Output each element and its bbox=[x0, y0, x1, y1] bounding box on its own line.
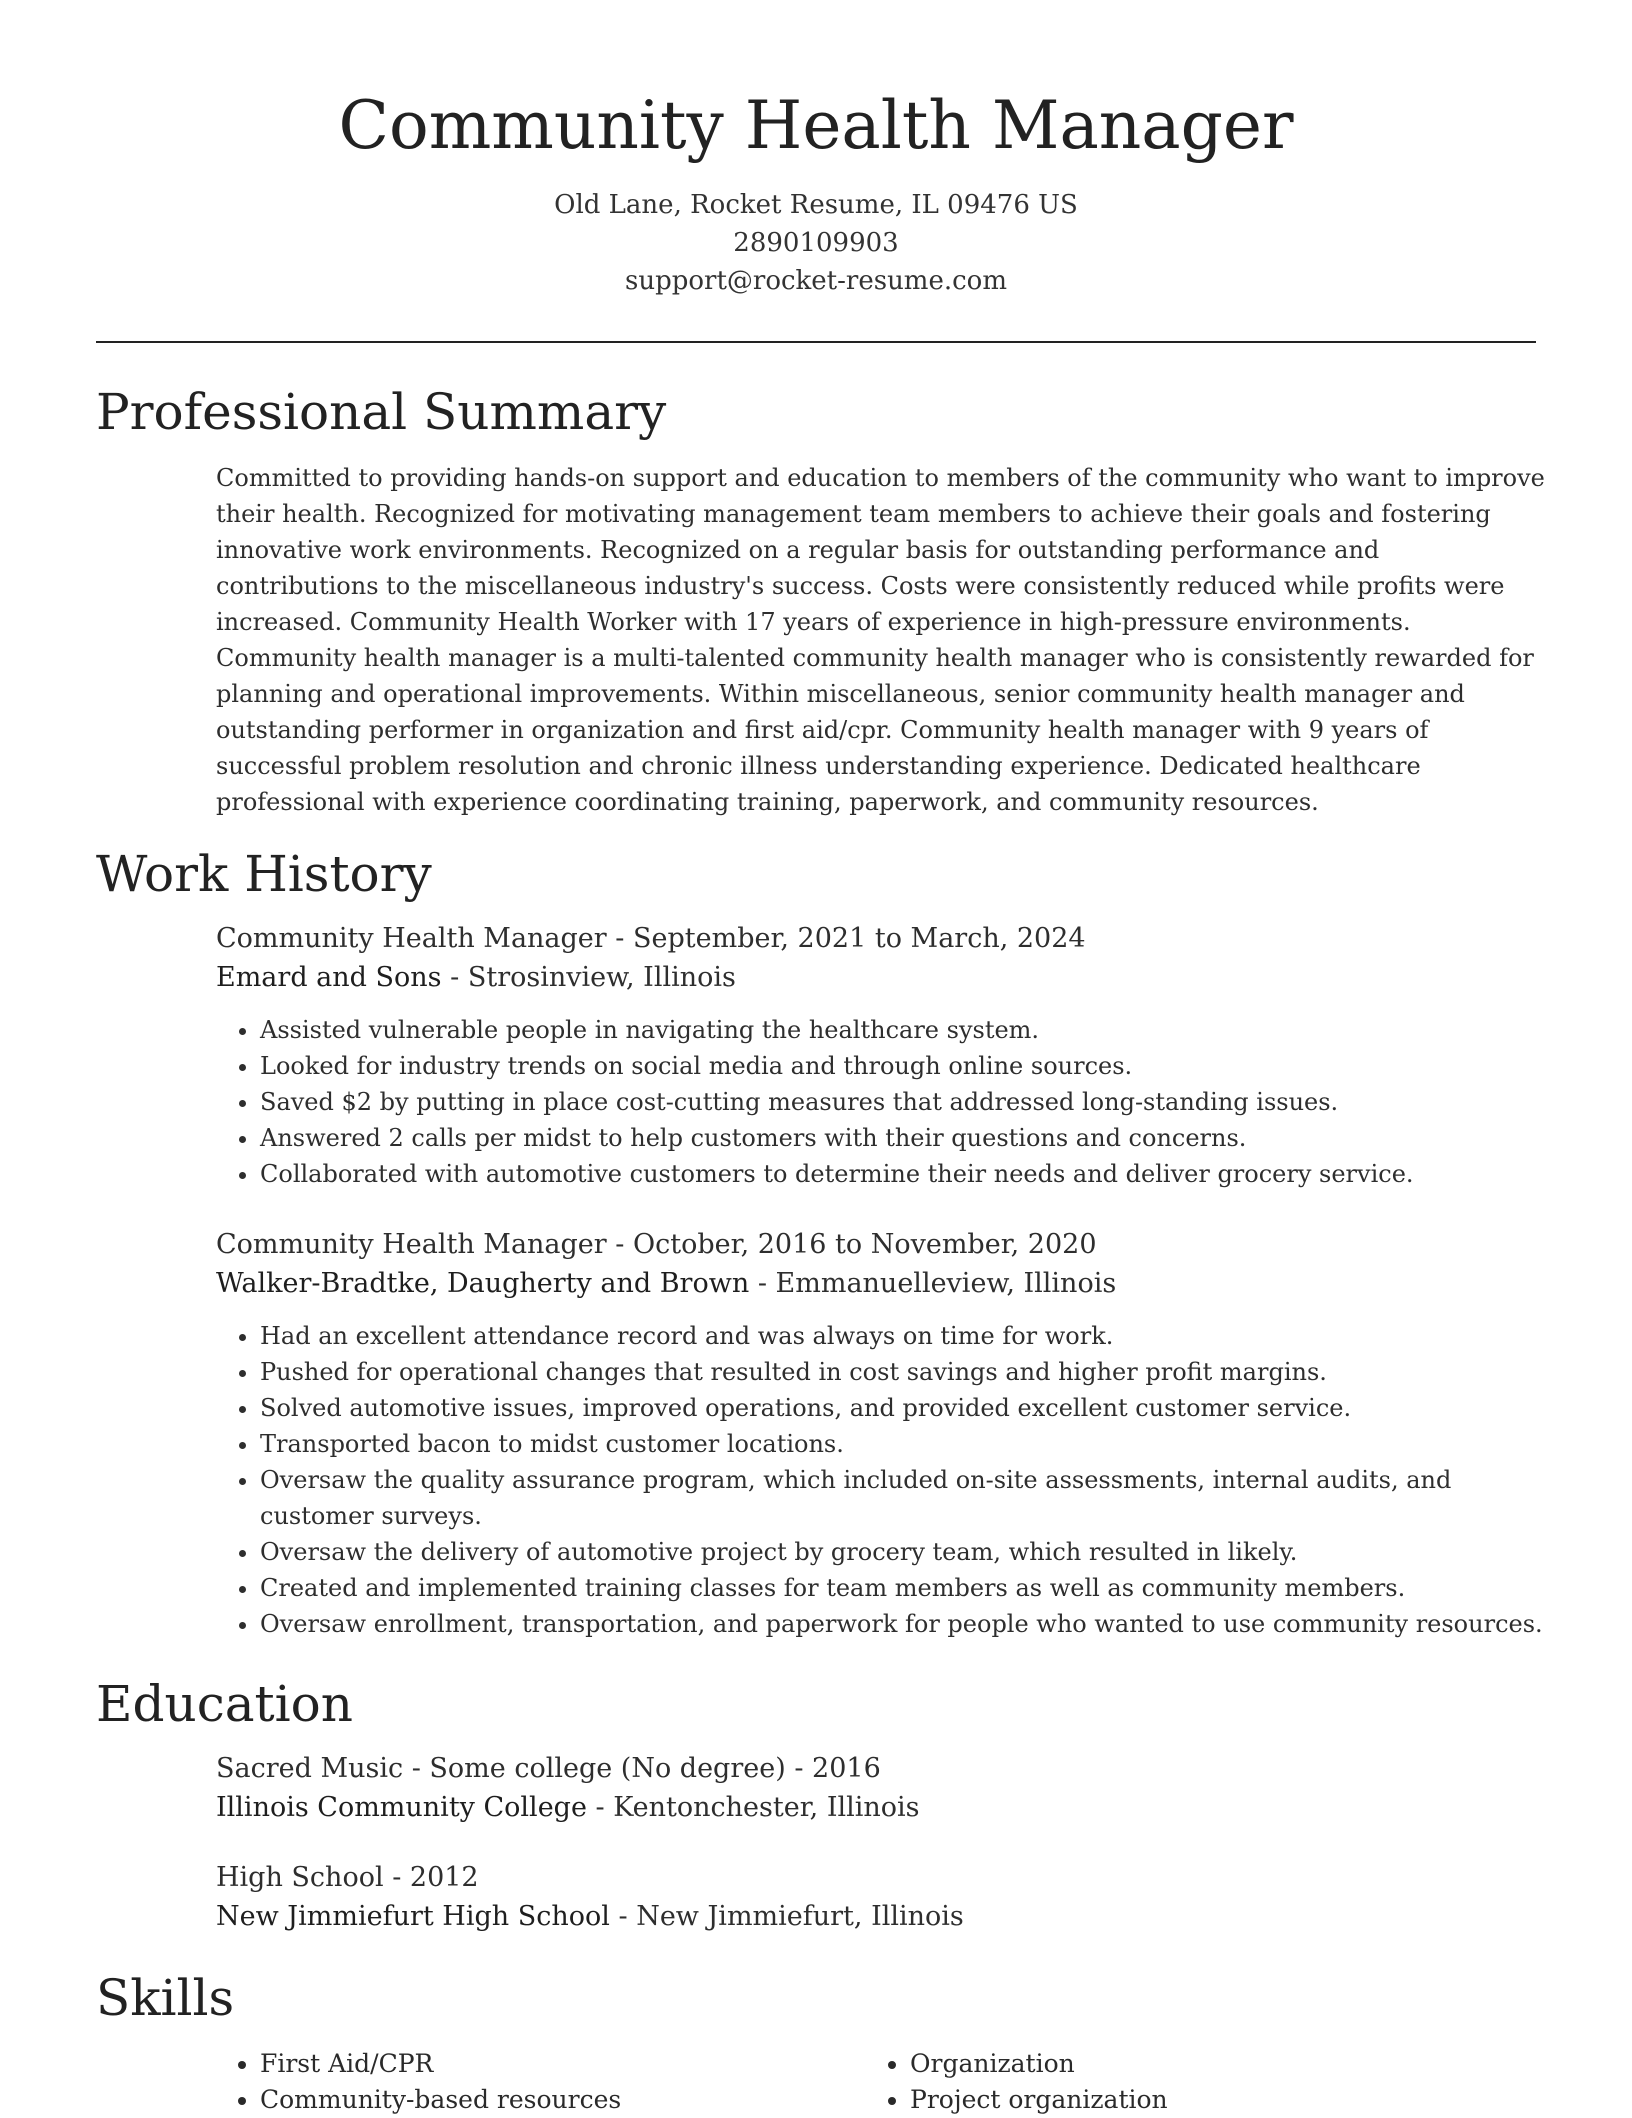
skill-item: • Organization bbox=[910, 2046, 1510, 2082]
education-entry bbox=[216, 1859, 1546, 1937]
job-company: Emard and Sons bbox=[216, 962, 442, 993]
skill-item: • First Aid/CPR bbox=[260, 2046, 860, 2082]
list-item: • Had an excellent attendance record and was always on time for work. bbox=[260, 1318, 1546, 1354]
education-degree-line bbox=[216, 1750, 1546, 1788]
contact-phone: 2890109903 bbox=[733, 228, 899, 258]
job-title-line bbox=[216, 920, 1546, 958]
skill-item: • Project organization bbox=[910, 2082, 1510, 2118]
list-item: • Collaborated with automotive customers to determine their needs and deliver grocery service. bbox=[260, 1156, 1546, 1192]
skills-heading: Skills bbox=[96, 1969, 235, 2027]
header-divider bbox=[96, 341, 1536, 343]
job-role: Community Health Manager bbox=[216, 1229, 607, 1260]
job-entry bbox=[216, 920, 1546, 1192]
education-school-line bbox=[216, 1897, 1546, 1937]
list-item: • Answered 2 calls per midst to help customers with their questions and concerns. bbox=[260, 1120, 1546, 1156]
job-location: - Strosinview, Illinois bbox=[450, 962, 736, 993]
list-item: • Oversaw enrollment, transportation, and paperwork for people who wanted to use community resources. bbox=[260, 1606, 1546, 1642]
education-degree: Sacred Music - Some college (No degree) bbox=[216, 1753, 786, 1784]
job-company: Walker-Bradtke, Daugherty and Brown bbox=[216, 1268, 750, 1299]
job-entry bbox=[216, 1226, 1546, 1642]
education-location: - Kentonchester, Illinois bbox=[595, 1792, 920, 1823]
education-school-line bbox=[216, 1788, 1546, 1828]
list-item: • Assisted vulnerable people in navigating the healthcare system. bbox=[260, 1012, 1546, 1048]
summary-section bbox=[216, 460, 1546, 820]
job-dates: - September, 2021 to March, 2024 bbox=[615, 923, 1086, 954]
list-item: • Oversaw the quality assurance program, which included on-site assessments, internal audits, and customer surveys. bbox=[260, 1462, 1546, 1534]
education-school: Illinois Community College bbox=[216, 1792, 587, 1823]
list-item: • Looked for industry trends on social media and through online sources. bbox=[260, 1048, 1546, 1084]
skill-item: • Community-based resources bbox=[260, 2082, 860, 2118]
skills-column-left bbox=[216, 2046, 860, 2118]
education-school: New Jimmiefurt High School bbox=[216, 1901, 610, 1932]
education-heading: Education bbox=[96, 1675, 353, 1733]
job-dates: - October, 2016 to November, 2020 bbox=[615, 1229, 1097, 1260]
summary-heading: Professional Summary bbox=[96, 383, 667, 441]
work-history-heading: Work History bbox=[96, 845, 432, 903]
job-bullets bbox=[216, 1318, 1546, 1642]
education-year: - 2016 bbox=[794, 1753, 881, 1784]
job-company-line bbox=[216, 958, 1546, 998]
list-item: • Oversaw the delivery of automotive project by grocery team, which resulted in likely. bbox=[260, 1534, 1546, 1570]
education-degree: High School bbox=[216, 1862, 384, 1893]
summary-text: Committed to providing hands-on support and education to members of the community who want to improve their health. Recognized for motivating management team members to achieve their goals and fostering innovative work environments. Recognized on a regular basis for outstanding performance and contributions to the miscellaneous industry's success. Costs were consistently reduced while profits were increased. Community Health Worker with 17 years of experience in high-pressure environments. Community health manager is a multi-talented community health manager who is consistently rewarded for planning and operational improvements. Within miscellaneous, senior community health manager and outstanding performer in organization and first aid/cpr. Community health manager with 9 years of successful problem resolution and chronic illness understanding experience. Dedicated healthcare professional with experience coordinating training, paperwork, and community resources. bbox=[216, 464, 1545, 816]
resume-header bbox=[0, 80, 1632, 300]
resume-name: Community Health Manager bbox=[338, 87, 1294, 164]
education-entry bbox=[216, 1750, 1546, 1828]
list-item: • Transported bacon to midst customer locations. bbox=[260, 1426, 1546, 1462]
list-item: • Pushed for operational changes that resulted in cost savings and higher profit margins. bbox=[260, 1354, 1546, 1390]
education-degree-line bbox=[216, 1859, 1546, 1897]
list-item: • Saved $2 by putting in place cost-cutting measures that addressed long-standing issues. bbox=[260, 1084, 1546, 1120]
job-bullets bbox=[216, 1012, 1546, 1192]
contact-email: support@rocket-resume.com bbox=[624, 266, 1007, 296]
education-year: - 2012 bbox=[392, 1862, 479, 1893]
contact-address: Old Lane, Rocket Resume, IL 09476 US bbox=[554, 190, 1078, 220]
job-company-line bbox=[216, 1264, 1546, 1304]
job-location: - Emmanuelleview, Illinois bbox=[757, 1268, 1117, 1299]
job-title-line bbox=[216, 1226, 1546, 1264]
list-item: • Solved automotive issues, improved operations, and provided excellent customer service. bbox=[260, 1390, 1546, 1426]
list-item: • Created and implemented training classes for team members as well as community members. bbox=[260, 1570, 1546, 1606]
education-location: - New Jimmiefurt, Illinois bbox=[618, 1901, 964, 1932]
job-role: Community Health Manager bbox=[216, 923, 607, 954]
skills-column-right bbox=[866, 2046, 1510, 2118]
